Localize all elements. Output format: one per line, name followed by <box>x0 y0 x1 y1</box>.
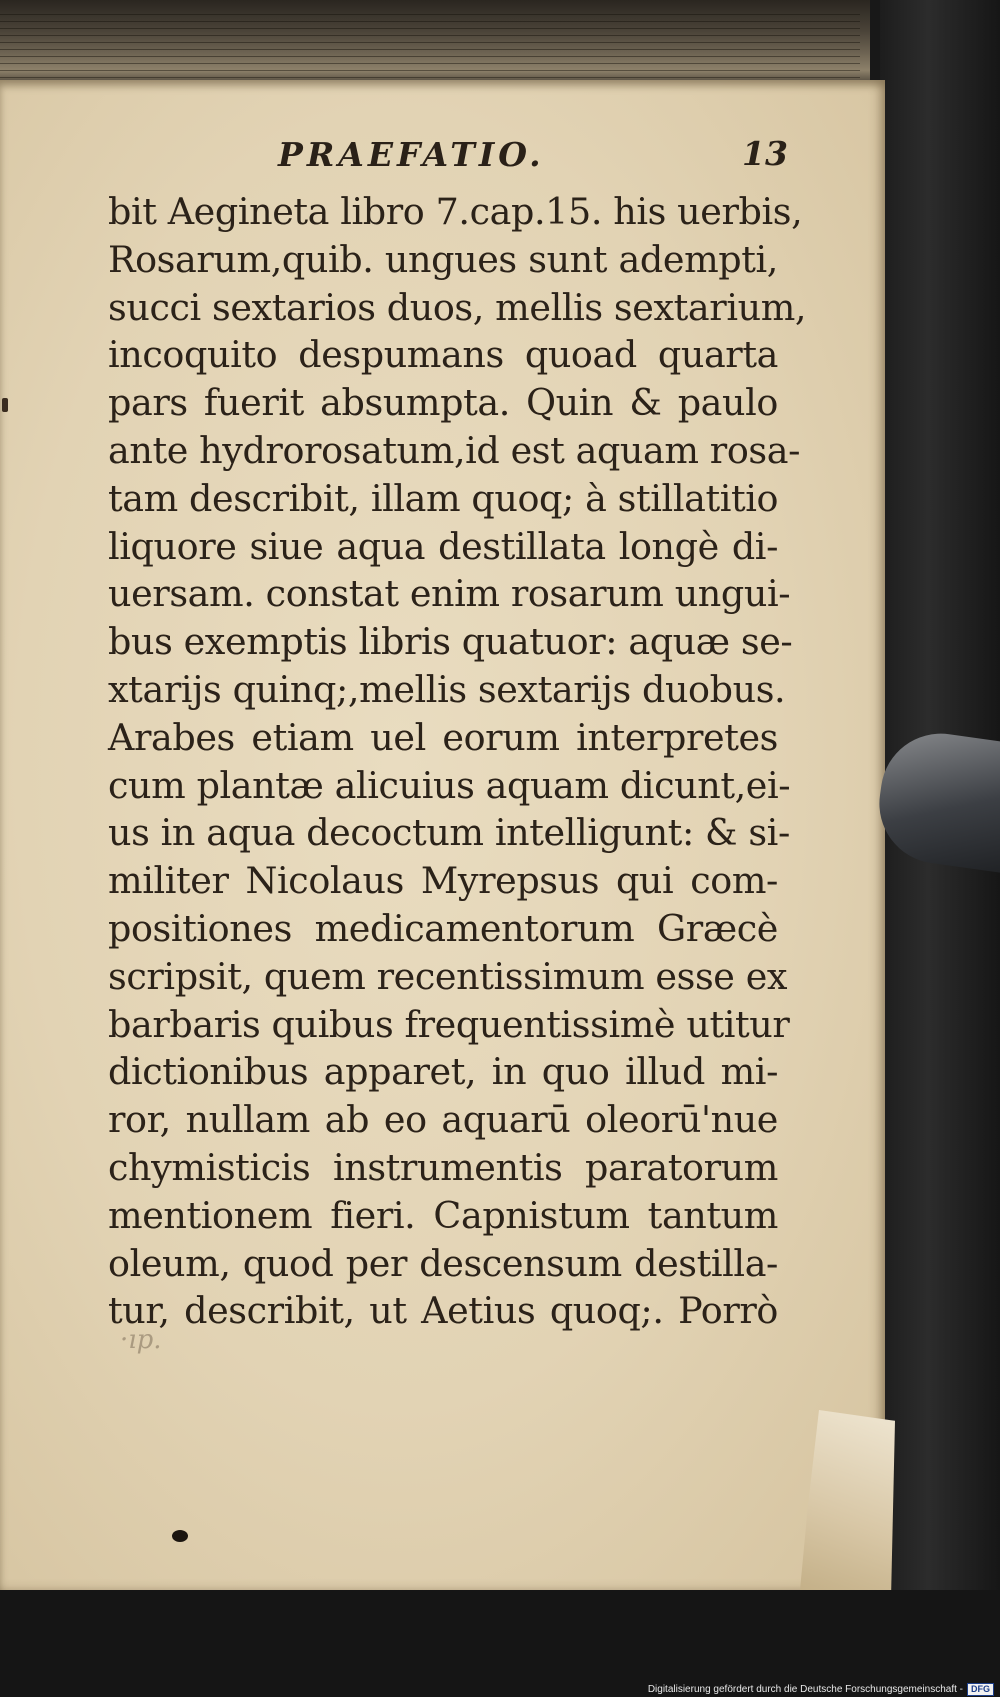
text-line: barbaris quibus frequentissimè utitur <box>108 1002 790 1046</box>
text-block <box>108 188 807 1335</box>
text-line: cum plantæ alicuius aquam dicunt,ei- <box>108 763 791 807</box>
text-line: tam describit, illam quoq; à stillatitio <box>108 476 779 520</box>
text-line: scripsit, quem recentissimum esse ex <box>108 954 788 998</box>
text-line: us in aqua decoctum intelligunt: & si- <box>108 811 790 855</box>
text-line: militer Nicolaus Myrepsus qui com- <box>108 859 778 903</box>
footer-text: Digitalisierung gefördert durch die Deutsche Forschungsgemeinschaft - <box>647 1684 963 1695</box>
footer-credit <box>648 1683 994 1696</box>
text-line: mentionem fieri. Capnistum tantum <box>108 1193 778 1237</box>
text-line: positiones medicamentorum Græcè <box>108 906 778 950</box>
text-line: ror, nullam ab eo aquarū oleorū'nue <box>108 1098 778 1142</box>
text-line: uersam. constat enim rosarum ungui- <box>108 572 791 616</box>
text-line: chymisticis instrumentis paratorum <box>108 1145 778 1189</box>
text-line: succi sextarios duos, mellis sextarium, <box>108 285 807 329</box>
text-line: ante hydrorosatum,id est aquam rosa- <box>108 428 801 472</box>
dfg-logo-icon: DFG <box>967 1683 994 1696</box>
margin-mark <box>2 398 8 412</box>
text-line: tur, describit, ut Aetius quoq;. Porrò <box>108 1289 778 1333</box>
text-line: xtarijs quinq;,mellis sextarijs duobus. <box>108 667 786 711</box>
page-number: 13 <box>742 134 788 173</box>
text-line: bit Aegineta libro 7.cap.15. his uerbis, <box>108 190 803 233</box>
text-line: oleum, quod per descensum destilla- <box>108 1241 778 1285</box>
running-head: PRAEFATIO. <box>278 135 545 174</box>
text-line: pars fuerit absumpta. Quin & paulo <box>108 381 778 425</box>
text-line: bus exemptis libris quatuor: aquæ se- <box>108 620 793 664</box>
text-line: liquore siue aqua destillata longè di- <box>108 524 778 568</box>
page-stack-lines <box>0 8 860 78</box>
text-line: incoquito despumans quoad quarta <box>108 333 778 377</box>
text-line: dictionibus apparet, in quo illud mi- <box>108 1050 778 1094</box>
text-line: Rosarum,quib. ungues sunt adempti, <box>108 237 778 281</box>
faint-offset-mark: ·ıp. <box>120 1325 162 1355</box>
bottom-background <box>0 1590 1000 1697</box>
ink-spot <box>172 1530 188 1542</box>
text-line: Arabes etiam uel eorum interpretes <box>108 715 778 759</box>
